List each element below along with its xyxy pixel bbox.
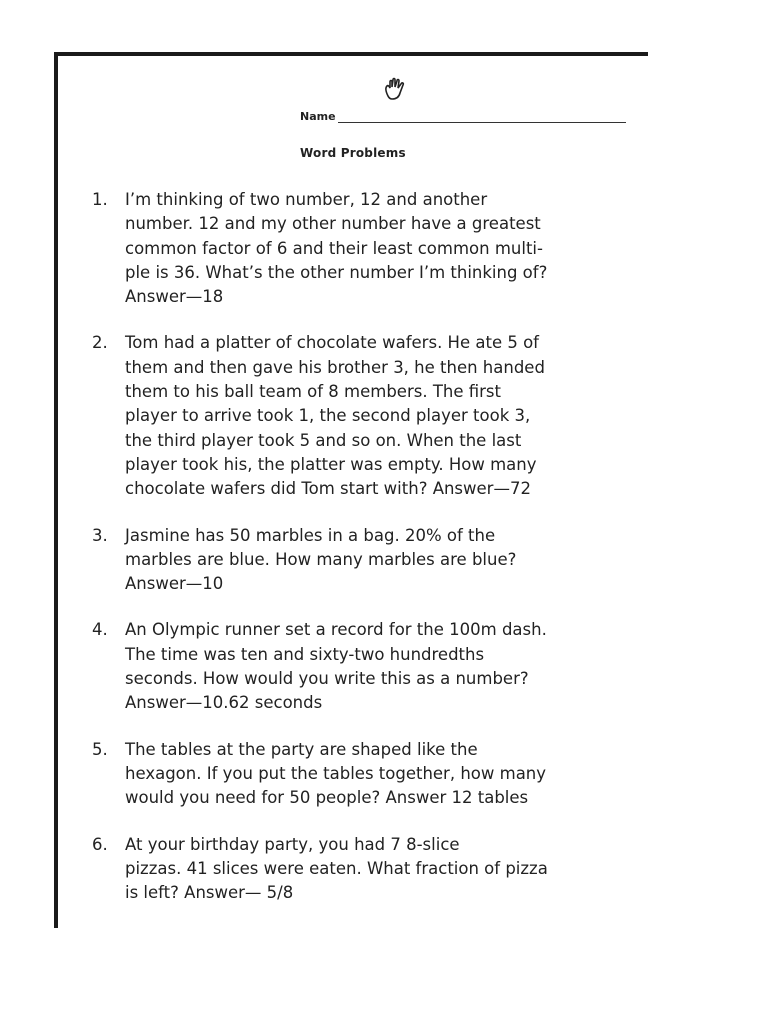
problem-line: the third player took 5 and so on. When the last: [125, 430, 522, 450]
problem-item: [92, 833, 652, 906]
problem-line: The tables at the party are shaped like the: [125, 739, 478, 759]
problem-text: [125, 738, 652, 811]
problem-line: Answer—10: [125, 574, 224, 594]
problem-number: 2.: [92, 333, 108, 353]
problem-text: [125, 331, 652, 501]
problem-line: Answer—10.62 seconds: [125, 693, 323, 713]
name-field: [300, 110, 626, 123]
problem-line: ple is 36. What’s the other number I’m thinking of?: [125, 262, 548, 282]
problem-text: [125, 188, 652, 309]
problem-line: is left? Answer— 5/8: [125, 883, 294, 903]
problem-text: [125, 524, 652, 597]
problem-line: Answer—18: [125, 287, 224, 307]
problem-line: The time was ten and sixty-two hundredths: [125, 644, 485, 664]
problem-line: player to arrive took 1, the second player took 3,: [125, 406, 531, 426]
problem-number: 6.: [92, 834, 108, 854]
problem-text: [125, 833, 652, 906]
name-line: [338, 110, 626, 123]
problem-line: player took his, the platter was empty. How many: [125, 454, 537, 474]
problem-number: 4.: [92, 620, 108, 640]
problem-line: I’m thinking of two number, 12 and another: [125, 190, 488, 209]
problem-line: marbles are blue. How many marbles are blue?: [125, 549, 517, 569]
problem-item: [92, 331, 652, 501]
problem-line: them and then gave his brother 3, he then handed: [125, 357, 545, 377]
problem-line: common factor of 6 and their least common multi-: [125, 238, 543, 258]
problem-number: 5.: [92, 739, 108, 759]
name-label: Name: [300, 110, 336, 123]
page-title: Word Problems: [300, 146, 406, 160]
problem-line: hexagon. If you put the tables together, how many: [125, 763, 547, 783]
problem-list: [92, 188, 652, 927]
problem-number: 3.: [92, 525, 108, 545]
problem-line: chocolate wafers did Tom start with? Answer—72: [125, 479, 531, 499]
problem-item: [92, 738, 652, 811]
problem-line: pizzas. 41 slices were eaten. What fraction of pizza: [125, 858, 548, 878]
problem-line: Jasmine has 50 marbles in a bag. 20% of the: [125, 525, 496, 545]
problem-item: [92, 524, 652, 597]
hand-icon: [380, 76, 412, 104]
problem-line: An Olympic runner set a record for the 100m dash.: [125, 620, 547, 640]
problem-number: 1.: [92, 190, 108, 209]
problem-line: Tom had a platter of chocolate wafers. He ate 5 of: [125, 333, 539, 353]
problem-text: [125, 618, 652, 715]
problem-line: seconds. How would you write this as a number?: [125, 669, 529, 689]
problem-line: would you need for 50 people? Answer 12 tables: [125, 788, 529, 808]
problem-line: At your birthday party, you had 7 8-slice: [125, 834, 460, 854]
problem-line: them to his ball team of 8 members. The first: [125, 382, 501, 402]
problem-item: [92, 618, 652, 715]
problem-item: [92, 188, 652, 309]
problem-line: number. 12 and my other number have a greatest: [125, 214, 541, 234]
